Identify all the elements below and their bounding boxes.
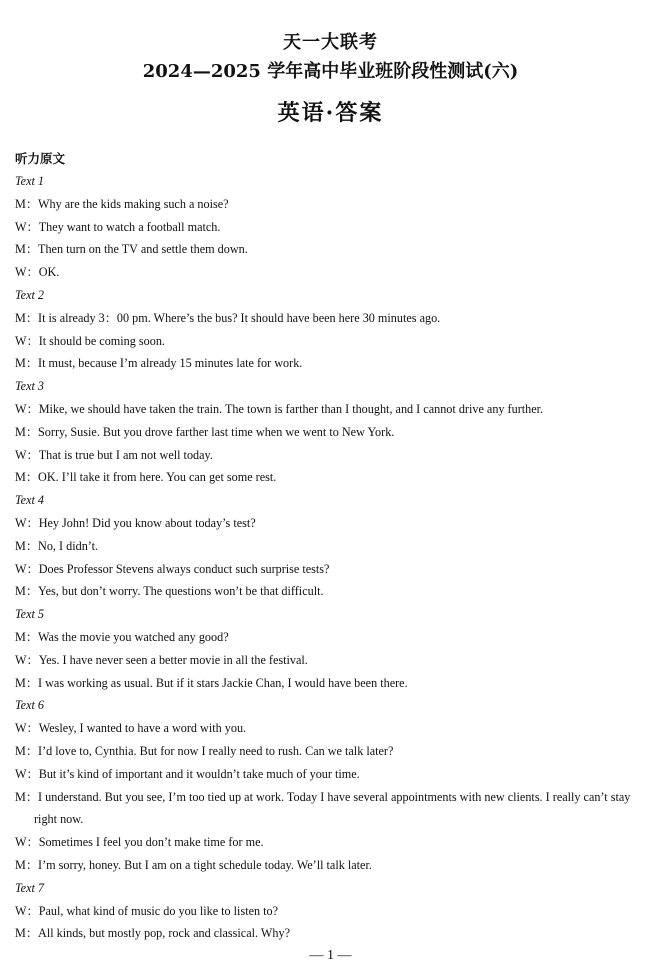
dialog-line: W：That is true but I am not well today. — [15, 447, 213, 462]
page-number: — 1 — — [309, 948, 352, 963]
dialog-line: M：I was working as usual. But if it stars Jackie Chan, I would have been there. — [15, 675, 408, 690]
exam-organizer-title: 天一大联考 — [283, 32, 378, 53]
dialog-line: M：Was the movie you watched any good? — [15, 629, 229, 644]
dialog-line: W：Wesley, I wanted to have a word with you. — [15, 721, 247, 736]
dialog-line: M：I’d love to, Cynthia. But for now I really need to rush. Can we talk later? — [15, 743, 394, 758]
dialog-line: M：All kinds, but mostly pop, rock and classical. Why? — [15, 926, 290, 941]
dialog-line: W：Paul, what kind of music do you like to listen to? — [15, 903, 279, 918]
dialog-line: W：Sometimes I feel you don’t make time for me. — [15, 835, 264, 850]
dialog-line: M：Then turn on the TV and settle them down. — [15, 242, 248, 257]
section-title: 听力原文 — [15, 151, 66, 166]
text-section-label: Text 2 — [15, 287, 45, 302]
dialog-line: W：OK. — [15, 265, 60, 280]
text-section-label: Text 1 — [15, 174, 45, 188]
answer-heading: 英语·答案 — [277, 100, 384, 126]
dialog-line: M：No, I didn’t. — [15, 538, 99, 553]
text-section-label: Text 3 — [15, 379, 45, 394]
dialog-line: W：It should be coming soon. — [15, 333, 165, 348]
text-section-label: Text 5 — [15, 607, 45, 622]
dialog-line: M：It is already 3：00 pm. Where’s the bus? It should have been here 30 minutes ago. — [15, 310, 441, 325]
text-section-label: Text 7 — [15, 880, 45, 895]
text-section-label: Text 6 — [15, 698, 45, 713]
dialog-line: M：Why are the kids making such a noise? — [15, 196, 229, 211]
transcript-content — [15, 148, 650, 945]
dialog-line: M：Sorry, Susie. But you drove farther last time when we went to New York. — [15, 424, 395, 439]
dialog-line: M：I’m sorry, honey. But I am on a tight schedule today. We’ll talk later. — [15, 857, 372, 872]
transcript-lines — [15, 170, 650, 945]
dialog-line: W：They want to watch a football match. — [15, 219, 221, 234]
dialog-line: W：But it’s kind of important and it wouldn’t take much of your time. — [15, 766, 360, 781]
dialog-line: W：Hey John! Did you know about today’s test? — [15, 515, 256, 530]
dialog-line: M：OK. I’ll take it from here. You can get some rest. — [15, 470, 277, 485]
dialog-line: W：Yes. I have never seen a better movie in all the festival. — [15, 652, 308, 667]
dialog-line: W：Mike, we should have taken the train. The town is farther than I thought, and I cannot drive any further. — [15, 401, 544, 416]
dialog-line: W：Does Professor Stevens always conduct such surprise tests? — [15, 561, 330, 576]
dialog-line: M：It must, because I’m already 15 minutes late for work. — [15, 356, 303, 371]
text-section-label: Text 4 — [15, 493, 45, 508]
dialog-line: M：Yes, but don’t worry. The questions won’t be that difficult. — [15, 584, 324, 599]
dialog-line: M：I understand. But you see, I’m too tied up at work. Today I have several appointments with new clients. I really can’t stay right now. — [15, 789, 631, 827]
exam-title: 2024—2025 学年高中毕业班阶段性测试(六) — [142, 61, 519, 82]
